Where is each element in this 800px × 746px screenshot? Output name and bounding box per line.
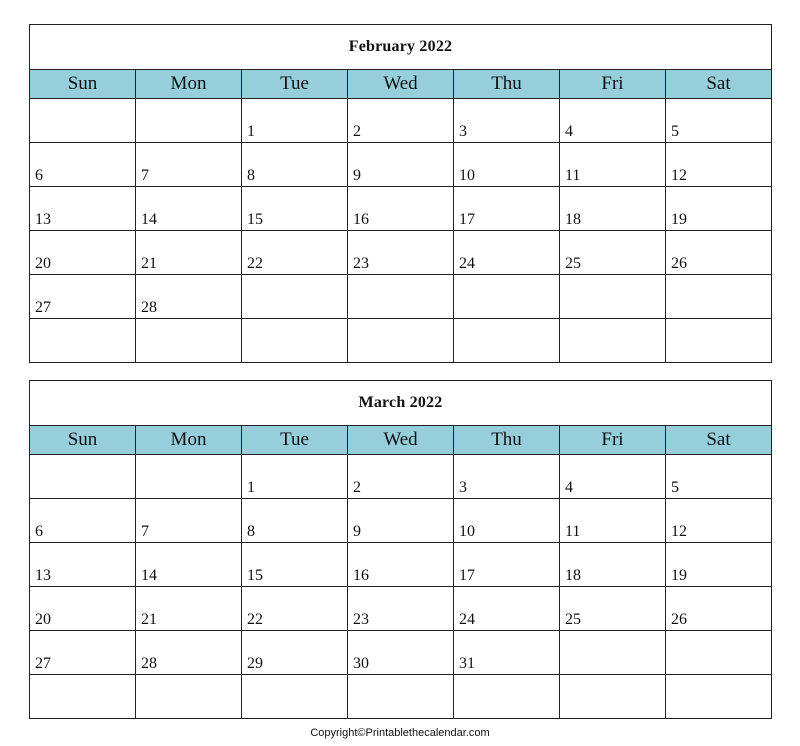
copyright-footer: Copyright©Printablethecalendar.com <box>310 727 490 739</box>
day-number: 1 <box>247 479 255 496</box>
day-number: 8 <box>247 167 255 184</box>
day-cell <box>666 455 772 499</box>
day-number: 14 <box>141 211 157 228</box>
day-cell <box>454 275 560 319</box>
day-cell <box>348 675 454 719</box>
day-number: 9 <box>353 167 361 184</box>
day-number: 18 <box>565 211 581 228</box>
day-cell <box>454 99 560 143</box>
day-number: 7 <box>141 167 149 184</box>
day-cell <box>348 455 454 499</box>
day-number: 15 <box>247 567 263 584</box>
day-number: 6 <box>35 167 43 184</box>
day-cell <box>242 143 348 187</box>
day-number: 30 <box>353 655 369 672</box>
calendar-title: March 2022 <box>30 381 772 426</box>
day-cell <box>242 675 348 719</box>
day-cell <box>666 231 772 275</box>
day-cell <box>30 455 136 499</box>
day-cell <box>560 587 666 631</box>
day-cell <box>242 631 348 675</box>
day-cell <box>454 143 560 187</box>
calendar-title: February 2022 <box>30 25 772 70</box>
day-cell <box>348 275 454 319</box>
day-number: 28 <box>141 299 157 316</box>
weekday-sun: Sun <box>30 70 136 99</box>
day-cell <box>30 543 136 587</box>
day-number: 8 <box>247 523 255 540</box>
weekday-mon: Mon <box>136 426 242 455</box>
day-cell <box>242 319 348 363</box>
day-number: 21 <box>141 611 157 628</box>
day-number: 17 <box>459 567 475 584</box>
week-row <box>30 543 772 587</box>
weekday-header-row <box>30 70 772 99</box>
day-cell <box>136 143 242 187</box>
day-number: 20 <box>35 255 51 272</box>
day-cell <box>666 187 772 231</box>
day-number: 12 <box>671 167 687 184</box>
day-cell <box>136 455 242 499</box>
day-cell <box>560 455 666 499</box>
weekday-tue: Tue <box>242 426 348 455</box>
day-number: 9 <box>353 523 361 540</box>
day-cell <box>454 675 560 719</box>
day-cell <box>136 631 242 675</box>
day-cell <box>560 675 666 719</box>
calendar-march <box>29 380 772 719</box>
day-number: 5 <box>671 479 679 496</box>
day-number: 19 <box>671 211 687 228</box>
day-cell <box>454 455 560 499</box>
day-number: 1 <box>247 123 255 140</box>
day-number: 31 <box>459 655 475 672</box>
day-cell <box>30 99 136 143</box>
day-cell <box>560 143 666 187</box>
day-number: 19 <box>671 567 687 584</box>
day-number: 22 <box>247 611 263 628</box>
day-cell <box>30 631 136 675</box>
day-cell <box>136 587 242 631</box>
day-cell <box>454 499 560 543</box>
day-cell <box>30 187 136 231</box>
day-cell <box>348 587 454 631</box>
day-number: 3 <box>459 123 467 140</box>
day-cell <box>454 231 560 275</box>
day-cell <box>666 99 772 143</box>
weekday-header-row <box>30 426 772 455</box>
day-cell <box>348 543 454 587</box>
week-row <box>30 231 772 275</box>
day-number: 18 <box>565 567 581 584</box>
day-number: 21 <box>141 255 157 272</box>
day-number: 2 <box>353 123 361 140</box>
day-cell <box>348 631 454 675</box>
day-number: 11 <box>565 523 581 540</box>
day-number: 2 <box>353 479 361 496</box>
week-row <box>30 319 772 363</box>
weekday-fri: Fri <box>560 426 666 455</box>
day-number: 27 <box>35 299 51 316</box>
day-number: 11 <box>565 167 581 184</box>
weekday-fri: Fri <box>560 70 666 99</box>
day-number: 10 <box>459 523 475 540</box>
weekday-sat: Sat <box>666 426 772 455</box>
day-cell <box>666 499 772 543</box>
day-number: 23 <box>353 255 369 272</box>
day-number: 5 <box>671 123 679 140</box>
day-cell <box>242 99 348 143</box>
day-cell <box>666 275 772 319</box>
day-cell <box>242 231 348 275</box>
day-cell <box>242 543 348 587</box>
day-cell <box>242 587 348 631</box>
week-row <box>30 455 772 499</box>
day-cell <box>136 99 242 143</box>
day-number: 28 <box>141 655 157 672</box>
day-number: 16 <box>353 567 369 584</box>
weekday-thu: Thu <box>454 426 560 455</box>
week-row <box>30 587 772 631</box>
day-number: 14 <box>141 567 157 584</box>
day-number: 22 <box>247 255 263 272</box>
day-cell <box>136 499 242 543</box>
day-cell <box>30 231 136 275</box>
day-cell <box>136 319 242 363</box>
day-cell <box>30 275 136 319</box>
weekday-tue: Tue <box>242 70 348 99</box>
weekday-wed: Wed <box>348 70 454 99</box>
day-number: 3 <box>459 479 467 496</box>
day-number: 6 <box>35 523 43 540</box>
day-cell <box>348 319 454 363</box>
day-cell <box>348 187 454 231</box>
day-cell <box>560 99 666 143</box>
day-cell <box>30 587 136 631</box>
day-cell <box>30 319 136 363</box>
day-cell <box>242 455 348 499</box>
day-number: 13 <box>35 211 51 228</box>
day-number: 12 <box>671 523 687 540</box>
day-cell <box>454 319 560 363</box>
day-cell <box>242 187 348 231</box>
weekday-sat: Sat <box>666 70 772 99</box>
weekday-sun: Sun <box>30 426 136 455</box>
day-cell <box>560 543 666 587</box>
day-cell <box>560 187 666 231</box>
day-cell <box>454 587 560 631</box>
week-row <box>30 499 772 543</box>
day-cell <box>666 631 772 675</box>
calendar-february <box>29 24 772 363</box>
day-cell <box>348 231 454 275</box>
week-row <box>30 187 772 231</box>
day-cell <box>454 187 560 231</box>
weekday-wed: Wed <box>348 426 454 455</box>
day-number: 7 <box>141 523 149 540</box>
day-cell <box>30 499 136 543</box>
day-cell <box>136 187 242 231</box>
day-number: 29 <box>247 655 263 672</box>
day-cell <box>560 499 666 543</box>
day-cell <box>30 143 136 187</box>
day-cell <box>30 675 136 719</box>
weekday-thu: Thu <box>454 70 560 99</box>
day-number: 15 <box>247 211 263 228</box>
day-cell <box>560 319 666 363</box>
day-number: 25 <box>565 255 581 272</box>
day-number: 4 <box>565 479 573 496</box>
day-number: 24 <box>459 255 475 272</box>
day-cell <box>560 631 666 675</box>
day-number: 13 <box>35 567 51 584</box>
week-row <box>30 143 772 187</box>
day-cell <box>136 543 242 587</box>
week-row <box>30 99 772 143</box>
day-cell <box>666 675 772 719</box>
day-number: 26 <box>671 255 687 272</box>
day-cell <box>454 631 560 675</box>
day-cell <box>560 275 666 319</box>
day-cell <box>348 143 454 187</box>
day-number: 10 <box>459 167 475 184</box>
week-row <box>30 275 772 319</box>
week-row <box>30 675 772 719</box>
day-cell <box>666 543 772 587</box>
day-cell <box>348 99 454 143</box>
day-cell <box>136 231 242 275</box>
day-cell <box>454 543 560 587</box>
day-number: 20 <box>35 611 51 628</box>
day-cell <box>666 587 772 631</box>
day-number: 25 <box>565 611 581 628</box>
day-cell <box>242 275 348 319</box>
day-cell <box>242 499 348 543</box>
weekday-mon: Mon <box>136 70 242 99</box>
day-number: 23 <box>353 611 369 628</box>
day-number: 16 <box>353 211 369 228</box>
day-cell <box>136 275 242 319</box>
day-cell <box>136 675 242 719</box>
day-cell <box>560 231 666 275</box>
week-row <box>30 631 772 675</box>
day-number: 4 <box>565 123 573 140</box>
day-cell <box>666 319 772 363</box>
day-number: 24 <box>459 611 475 628</box>
day-number: 26 <box>671 611 687 628</box>
day-number: 17 <box>459 211 475 228</box>
day-number: 27 <box>35 655 51 672</box>
day-cell <box>666 143 772 187</box>
day-cell <box>348 499 454 543</box>
